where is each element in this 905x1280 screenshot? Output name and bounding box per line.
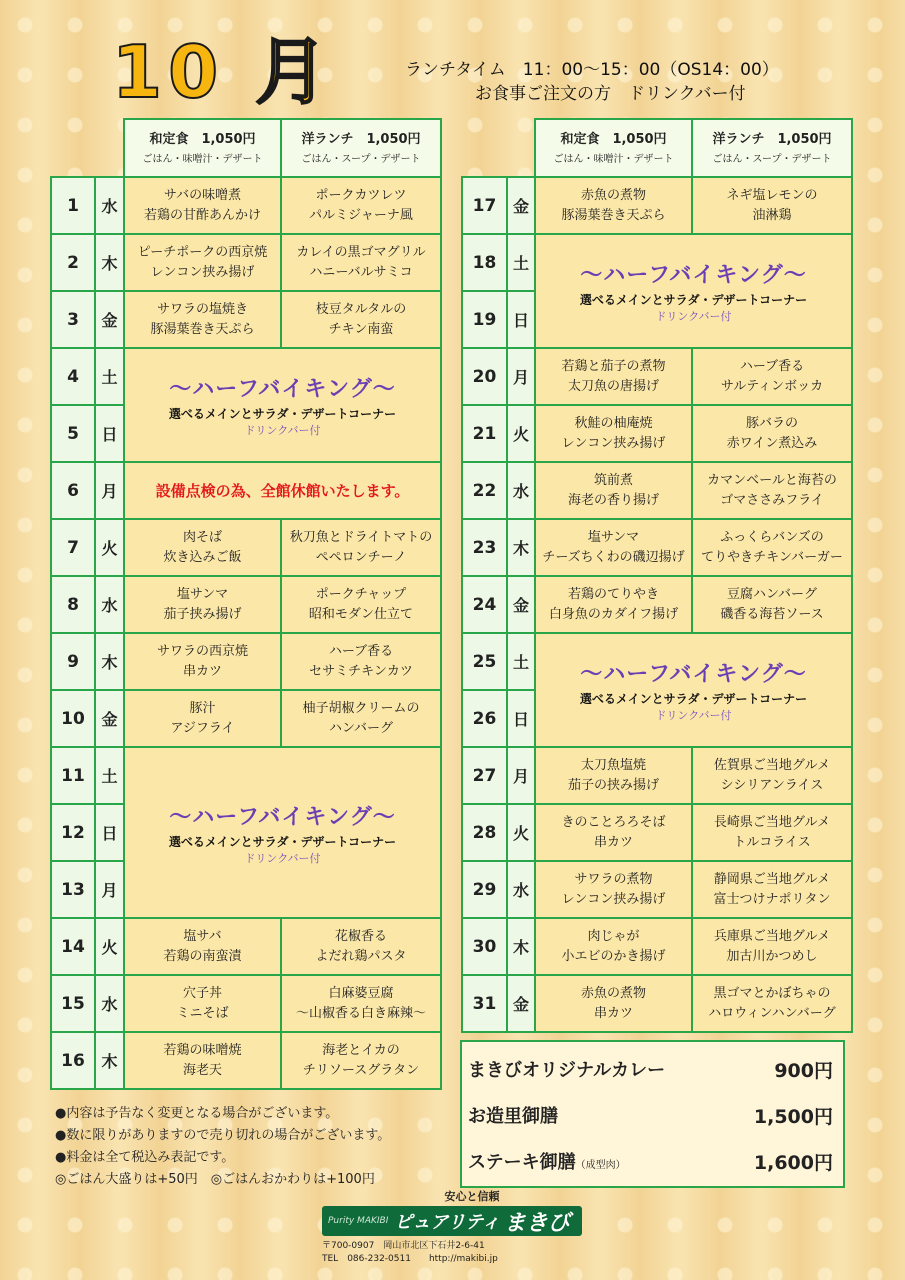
closed-notice: 設備点検の為、全館休館いたします。 bbox=[124, 462, 441, 519]
table-row: 14 火 塩サバ 若鶏の南蛮漬 花椒香る よだれ鶏パスタ bbox=[51, 918, 441, 975]
table-row: 21 火 秋鮭の柚庵焼 レンコン挟み揚げ 豚バラの 赤ワイン煮込み bbox=[462, 405, 852, 462]
header-yoshoku: 洋ランチ 1,050円 ごはん・スープ・デザート bbox=[692, 119, 852, 177]
half-viking-block: 〜ハーフバイキング〜 選べるメインとサラダ・デザートコーナー ドリンクバー付 bbox=[535, 633, 852, 747]
table-row: 27 月 太刀魚塩焼 茄子の挟み揚げ 佐賀県ご当地グルメ シシリアンライス bbox=[462, 747, 852, 804]
table-row: 29 水 サワラの煮物 レンコン挟み揚げ 静岡県ご当地グルメ 富士つけナポリタン bbox=[462, 861, 852, 918]
table-row: 6 月 設備点検の為、全館休館いたします。 bbox=[51, 462, 441, 519]
logo: Purity MAKIBI ピュアリティ まきび bbox=[322, 1206, 582, 1236]
table-row: 1 水 サバの味噌煮 若鶏の甘酢あんかけ ポークカツレツ パルミジャーナ風 bbox=[51, 177, 441, 234]
table-row: 4 土 〜ハーフバイキング〜 選べるメインとサラダ・デザートコーナー ドリンクバー付 bbox=[51, 348, 441, 405]
header-washoku: 和定食 1,050円 ごはん・味噌汁・デザート bbox=[124, 119, 281, 177]
footer-logo bbox=[322, 1188, 582, 1266]
table-row: 19 日 bbox=[462, 291, 852, 348]
table-row: 10 金 豚汁 アジフライ 柚子胡椒クリームの ハンバーグ bbox=[51, 690, 441, 747]
half-viking-block: 〜ハーフバイキング〜 選べるメインとサラダ・デザートコーナー ドリンクバー付 bbox=[124, 747, 441, 918]
half-viking-block: 〜ハーフバイキング〜 選べるメインとサラダ・デザートコーナー ドリンクバー付 bbox=[535, 234, 852, 348]
table-row: 17 金 赤魚の煮物 豚湯葉巻き天ぷら ネギ塩レモンの 油淋鶏 bbox=[462, 177, 852, 234]
table-row: 9 木 サワラの西京焼 串カツ ハーブ香る セサミチキンカツ bbox=[51, 633, 441, 690]
table-row: 23 木 塩サンマ チーズちくわの磯辺揚げ ふっくらバンズの てりやきチキンバーガー bbox=[462, 519, 852, 576]
table-row: 13 月 bbox=[51, 861, 441, 918]
menu-table-left bbox=[50, 118, 442, 1090]
notes: ●内容は予告なく変更となる場合がございます。 ●数に限りがありますので売り切れの場合がございます。 ●料金は全て税込み表記です。 ◎ごはん大盛りは+50円 ◎ごはんおかわりは+100円 bbox=[55, 1106, 391, 1187]
tagline: 安心と信頼 bbox=[444, 1190, 500, 1203]
table-row: 20 月 若鶏と茄子の煮物 太刀魚の唐揚げ ハーブ香る サルティンボッカ bbox=[462, 348, 852, 405]
table-row: 15 水 穴子丼 ミニそば 白麻婆豆腐 〜山椒香る白き麻辣〜 bbox=[51, 975, 441, 1032]
drink-note: お食事ご注文の方 ドリンクバー付 bbox=[475, 84, 746, 104]
table-row: 28 火 きのことろろそば 串カツ 長崎県ご当地グルメ トルコライス bbox=[462, 804, 852, 861]
lunch-hours: ランチタイム 11：00〜15：00（OS14：00） bbox=[405, 60, 779, 80]
address: 〒700-0907 岡山市北区下石井2-6-41 bbox=[322, 1241, 485, 1251]
table-row: 22 水 筑前煮 海老の香り揚げ カマンベールと海苔の ゴマささみフライ bbox=[462, 462, 852, 519]
table-row: 5 日 bbox=[51, 405, 441, 462]
contact: TEL 086-232-0511 http://makibi.jp bbox=[322, 1254, 498, 1264]
table-row: 2 木 ピーチポークの西京焼 レンコン挟み揚げ カレイの黒ゴマグリル ハニーバルサミコ bbox=[51, 234, 441, 291]
table-row: 16 木 若鶏の味噌焼 海老天 海老とイカの チリソースグラタン bbox=[51, 1032, 441, 1089]
table-row: 18 土 〜ハーフバイキング〜 選べるメインとサラダ・デザートコーナー ドリンクバー付 bbox=[462, 234, 852, 291]
price-item-sashimi: お造里御膳 1,500円 bbox=[468, 1106, 833, 1128]
header-yoshoku: 洋ランチ 1,050円 ごはん・スープ・デザート bbox=[281, 119, 441, 177]
table-row: 12 日 bbox=[51, 804, 441, 861]
price-list bbox=[460, 1040, 845, 1188]
table-row: 25 土 〜ハーフバイキング〜 選べるメインとサラダ・デザートコーナー ドリンクバー付 bbox=[462, 633, 852, 690]
price-item-curry: まきびオリジナルカレー 900円 bbox=[468, 1060, 833, 1082]
header-washoku: 和定食 1,050円 ごはん・味噌汁・デザート bbox=[535, 119, 692, 177]
table-row: 26 日 bbox=[462, 690, 852, 747]
table-row: 7 火 肉そば 炊き込みご飯 秋刀魚とドライトマトの ペペロンチーノ bbox=[51, 519, 441, 576]
table-row: 30 木 肉じゃが 小エビのかき揚げ 兵庫県ご当地グルメ 加古川かつめし bbox=[462, 918, 852, 975]
half-viking-block: 〜ハーフバイキング〜 選べるメインとサラダ・デザートコーナー ドリンクバー付 bbox=[124, 348, 441, 462]
price-item-steak: ステーキ御膳（成型肉） 1,600円 bbox=[468, 1152, 833, 1174]
table-row: 24 金 若鶏のてりやき 白身魚のカダイフ揚げ 豆腐ハンバーグ 磯香る海苔ソース bbox=[462, 576, 852, 633]
table-row: 31 金 赤魚の煮物 串カツ 黒ゴマとかぼちゃの ハロウィンハンバーグ bbox=[462, 975, 852, 1032]
menu-table-right bbox=[461, 118, 853, 1033]
month-title: 10 月 bbox=[112, 30, 334, 114]
table-row: 8 水 塩サンマ 茄子挟み揚げ ポークチャップ 昭和モダン仕立て bbox=[51, 576, 441, 633]
table-row: 11 土 〜ハーフバイキング〜 選べるメインとサラダ・デザートコーナー ドリンクバー付 bbox=[51, 747, 441, 804]
table-row: 3 金 サワラの塩焼き 豚湯葉巻き天ぷら 枝豆タルタルの チキン南蛮 bbox=[51, 291, 441, 348]
